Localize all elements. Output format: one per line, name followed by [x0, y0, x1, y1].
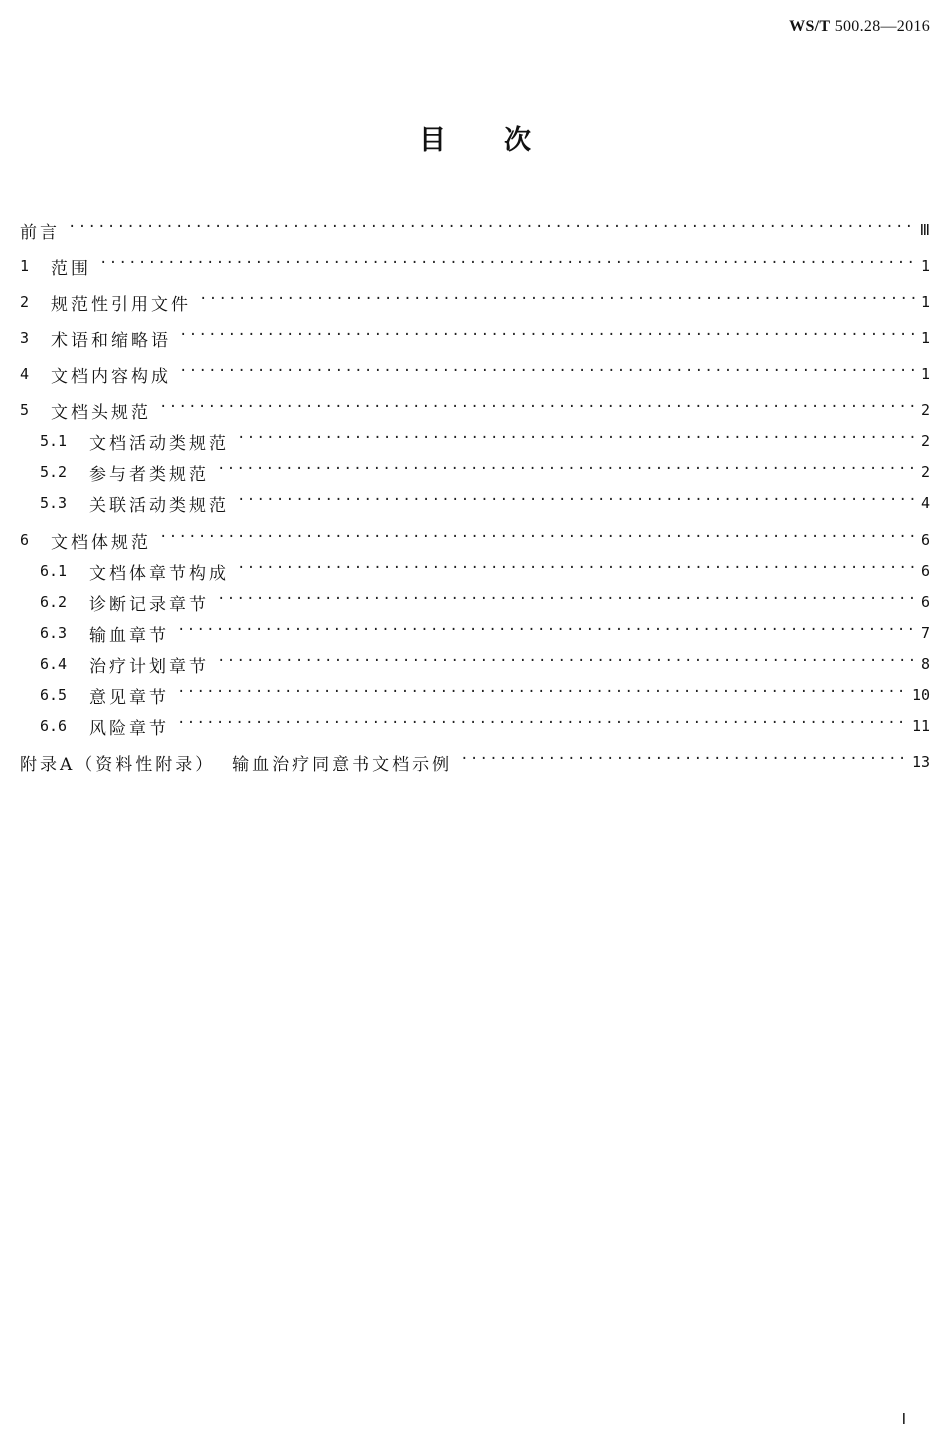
toc-entry-6-1[interactable]	[40, 559, 930, 583]
toc-leader-dots	[217, 652, 915, 676]
toc-entry-page: 10	[911, 686, 930, 704]
page-title: 目次	[419, 125, 589, 156]
toc-entry-6-6[interactable]	[40, 714, 930, 738]
toc-entry-page: 2	[920, 432, 930, 450]
toc-entry-label: 文档活动类规范	[89, 433, 229, 454]
toc-entry-label: 治疗计划章节	[89, 656, 209, 677]
toc-leader-dots	[237, 559, 915, 583]
toc-entry-label: 参与者类规范	[89, 464, 209, 485]
toc-entry-label: 规范性引用文件	[51, 294, 191, 315]
toc-entry-label: 输血章节	[89, 625, 169, 646]
toc-entry-label: 文档体章节构成	[89, 563, 229, 584]
toc-entry-page: 7	[920, 624, 930, 642]
toc-entry-number: 5.3	[40, 494, 68, 512]
toc-entry-page: 2	[920, 401, 930, 419]
toc-entry-label: 文档内容构成	[51, 366, 171, 387]
toc-entry-page: 1	[920, 365, 930, 383]
toc-entry-label: 风险章节	[89, 718, 169, 739]
toc-entry-label: 关联活动类规范	[89, 495, 229, 516]
toc-entry-label: 术语和缩略语	[51, 330, 171, 351]
toc-entry-number: 1	[20, 257, 30, 275]
toc-leader-dots	[177, 683, 906, 707]
toc-entry-2[interactable]	[20, 290, 930, 314]
toc-entry-5[interactable]	[20, 398, 930, 422]
toc-entry-label: 诊断记录章节	[89, 594, 209, 615]
page-number: Ⅰ	[901, 1412, 906, 1428]
toc-leader-dots	[177, 714, 906, 738]
toc-entry-4[interactable]	[20, 362, 930, 386]
toc-entry-label: 附录A（资料性附录） 输血治疗同意书文档示例	[20, 754, 453, 775]
toc-entry-number: 6.6	[40, 717, 68, 735]
toc-leader-dots	[159, 398, 915, 422]
toc-entry-1[interactable]	[20, 254, 930, 278]
toc-entry-label: 意见章节	[89, 687, 169, 708]
toc-leader-dots	[177, 621, 915, 645]
toc-entry-number: 5	[20, 401, 30, 419]
document-code-number: 500.28—2016	[830, 18, 930, 35]
toc-entry-page: 13	[911, 753, 930, 771]
toc-entry-page: 4	[920, 494, 930, 512]
toc-entry-number: 4	[20, 365, 30, 383]
document-code	[789, 18, 930, 36]
toc-entry-label: 范围	[51, 258, 91, 279]
toc-entry-number: 5.2	[40, 463, 68, 481]
toc-entry-label: 前言	[20, 222, 60, 243]
toc-entry-6-3[interactable]	[40, 621, 930, 645]
toc-entry-foreword[interactable]	[20, 218, 930, 242]
toc-entry-number: 2	[20, 293, 30, 311]
toc-entry-appendix-a[interactable]	[20, 750, 930, 774]
toc-entry-5-3[interactable]	[40, 491, 930, 515]
toc-entry-number: 6.1	[40, 562, 68, 580]
toc-entry-page: 1	[920, 293, 930, 311]
toc-entry-number: 6	[20, 531, 30, 549]
toc-entry-page: 1	[920, 257, 930, 275]
toc-entry-label: 文档体规范	[51, 532, 151, 553]
toc-leader-dots	[99, 254, 915, 278]
toc-leader-dots	[199, 290, 915, 314]
toc-entry-page: Ⅲ	[919, 221, 930, 239]
toc-leader-dots	[179, 326, 915, 350]
toc-leader-dots	[68, 218, 914, 242]
toc-leader-dots	[179, 362, 915, 386]
toc-leader-dots	[217, 590, 915, 614]
toc-entry-page: 11	[911, 717, 930, 735]
toc-entry-5-2[interactable]	[40, 460, 930, 484]
toc-entry-label: 文档头规范	[51, 402, 151, 423]
toc-entry-number: 6.4	[40, 655, 68, 673]
toc-entry-page: 1	[920, 329, 930, 347]
document-code-prefix: WS/T	[789, 18, 831, 35]
toc-entry-number: 5.1	[40, 432, 68, 450]
toc-entry-6-5[interactable]	[40, 683, 930, 707]
toc-entry-3[interactable]	[20, 326, 930, 350]
toc-entry-page: 6	[920, 562, 930, 580]
toc-entry-5-1[interactable]	[40, 429, 930, 453]
toc-entry-6-2[interactable]	[40, 590, 930, 614]
toc-entry-page: 8	[920, 655, 930, 673]
toc-entry-page: 2	[920, 463, 930, 481]
toc-entry-page: 6	[920, 531, 930, 549]
toc-entry-page: 6	[920, 593, 930, 611]
toc-entry-number: 3	[20, 329, 30, 347]
toc-leader-dots	[159, 528, 915, 552]
toc-entry-number: 6.3	[40, 624, 68, 642]
toc-leader-dots	[237, 491, 915, 515]
toc-leader-dots	[460, 750, 906, 774]
toc-entry-6[interactable]	[20, 528, 930, 552]
toc-entry-6-4[interactable]	[40, 652, 930, 676]
toc-leader-dots	[217, 460, 915, 484]
toc-leader-dots	[237, 429, 915, 453]
toc-entry-number: 6.2	[40, 593, 68, 611]
toc-entry-number: 6.5	[40, 686, 68, 704]
